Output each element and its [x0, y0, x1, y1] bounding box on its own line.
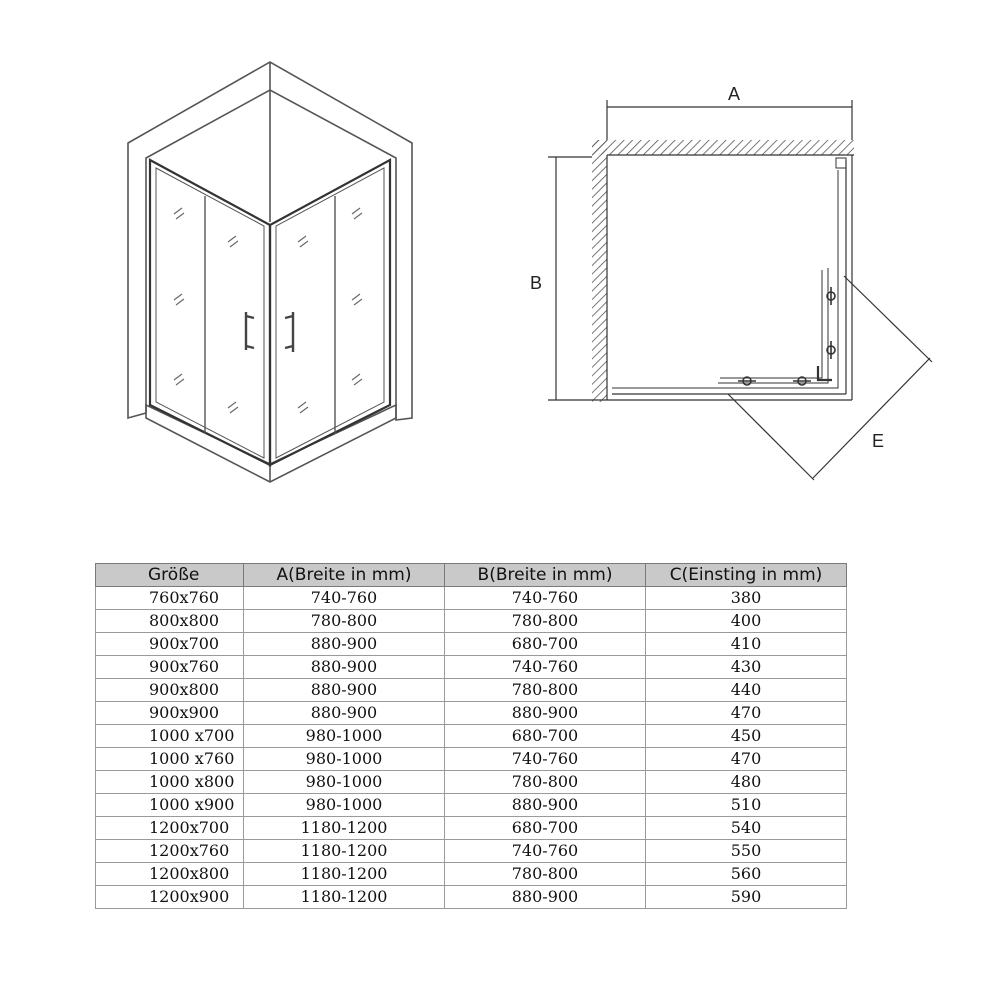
- cell-width-a: 740-760: [244, 587, 445, 610]
- cell-width-b: 740-760: [445, 748, 646, 771]
- cell-setting-c: 560: [646, 863, 847, 886]
- cell-width-a: 1180-1200: [244, 817, 445, 840]
- cell-width-b: 680-700: [445, 633, 646, 656]
- cell-width-b: 740-760: [445, 840, 646, 863]
- top-wall-hatch: [592, 140, 854, 155]
- dimension-e-label: E: [872, 431, 885, 451]
- dimension-b-label: B: [530, 273, 543, 293]
- table-row: [96, 610, 847, 633]
- cell-width-a: 880-900: [244, 656, 445, 679]
- dimension-a-label: A: [728, 84, 741, 104]
- cell-size: 1000 x800: [96, 771, 244, 794]
- cell-setting-c: 480: [646, 771, 847, 794]
- cell-size: 1000 x760: [96, 748, 244, 771]
- cell-width-a: 880-900: [244, 679, 445, 702]
- right-glass-frame: [270, 160, 390, 465]
- size-table-container: [95, 563, 847, 909]
- glass-reflection-marks: [174, 208, 362, 413]
- cell-width-b: 880-900: [445, 886, 646, 909]
- cell-width-b: 880-900: [445, 702, 646, 725]
- cell-width-a: 1180-1200: [244, 886, 445, 909]
- cell-size: 900x760: [96, 656, 244, 679]
- cell-setting-c: 470: [646, 748, 847, 771]
- left-glass-frame: [150, 160, 270, 465]
- cell-setting-c: 540: [646, 817, 847, 840]
- cell-width-b: 680-700: [445, 817, 646, 840]
- door-fittings: [738, 287, 835, 385]
- cell-width-b: 680-700: [445, 725, 646, 748]
- table-row: [96, 633, 847, 656]
- cell-setting-c: 440: [646, 679, 847, 702]
- cell-width-a: 980-1000: [244, 748, 445, 771]
- column-header-width-a: A(Breite in mm): [244, 564, 445, 587]
- table-row: [96, 863, 847, 886]
- cell-size: 1200x800: [96, 863, 244, 886]
- table-row: [96, 679, 847, 702]
- cell-width-b: 780-800: [445, 863, 646, 886]
- table-row: [96, 771, 847, 794]
- left-door-handle: [246, 312, 254, 350]
- cell-width-b: 780-800: [445, 610, 646, 633]
- cell-width-a: 980-1000: [244, 794, 445, 817]
- table-row: [96, 587, 847, 610]
- size-table: [95, 563, 847, 909]
- cell-size: 1200x760: [96, 840, 244, 863]
- cell-setting-c: 380: [646, 587, 847, 610]
- right-door-handle: [285, 312, 293, 352]
- cell-width-b: 780-800: [445, 771, 646, 794]
- cell-size: 1200x900: [96, 886, 244, 909]
- cell-size: 1200x700: [96, 817, 244, 840]
- cell-width-b: 880-900: [445, 794, 646, 817]
- cell-setting-c: 400: [646, 610, 847, 633]
- cell-width-a: 1180-1200: [244, 863, 445, 886]
- cell-width-a: 880-900: [244, 633, 445, 656]
- column-header-size: Größe: [96, 564, 244, 587]
- left-glass-inner: [156, 168, 264, 458]
- cell-size: 800x800: [96, 610, 244, 633]
- cell-width-b: 740-760: [445, 587, 646, 610]
- left-wall-hatch: [592, 140, 607, 402]
- table-row: [96, 840, 847, 863]
- table-row: [96, 702, 847, 725]
- dimension-a: [607, 100, 852, 140]
- cell-setting-c: 410: [646, 633, 847, 656]
- cell-width-a: 880-900: [244, 702, 445, 725]
- table-row: [96, 656, 847, 679]
- cell-setting-c: 510: [646, 794, 847, 817]
- cell-setting-c: 430: [646, 656, 847, 679]
- shower-isometric-drawing: [110, 55, 430, 485]
- shower-plan-drawing: [520, 75, 960, 495]
- table-row: [96, 794, 847, 817]
- size-table-header: [96, 564, 847, 587]
- cell-width-a: 780-800: [244, 610, 445, 633]
- cell-setting-c: 590: [646, 886, 847, 909]
- cell-size: 900x700: [96, 633, 244, 656]
- enclosure-frame: [607, 155, 852, 400]
- cell-size: 900x800: [96, 679, 244, 702]
- cell-setting-c: 470: [646, 702, 847, 725]
- size-table-body: [96, 587, 847, 909]
- cell-width-b: 740-760: [445, 656, 646, 679]
- cell-setting-c: 450: [646, 725, 847, 748]
- column-header-width-b: B(Breite in mm): [445, 564, 646, 587]
- cell-size: 900x900: [96, 702, 244, 725]
- table-row: [96, 725, 847, 748]
- cell-size: 760x760: [96, 587, 244, 610]
- cell-setting-c: 550: [646, 840, 847, 863]
- cell-size: 1000 x700: [96, 725, 244, 748]
- cell-width-a: 1180-1200: [244, 840, 445, 863]
- column-header-setting-c: C(Einsting in mm): [646, 564, 847, 587]
- cell-size: 1000 x900: [96, 794, 244, 817]
- table-row: [96, 817, 847, 840]
- table-row: [96, 886, 847, 909]
- table-row: [96, 748, 847, 771]
- cell-width-a: 980-1000: [244, 725, 445, 748]
- cell-width-b: 780-800: [445, 679, 646, 702]
- cell-width-a: 980-1000: [244, 771, 445, 794]
